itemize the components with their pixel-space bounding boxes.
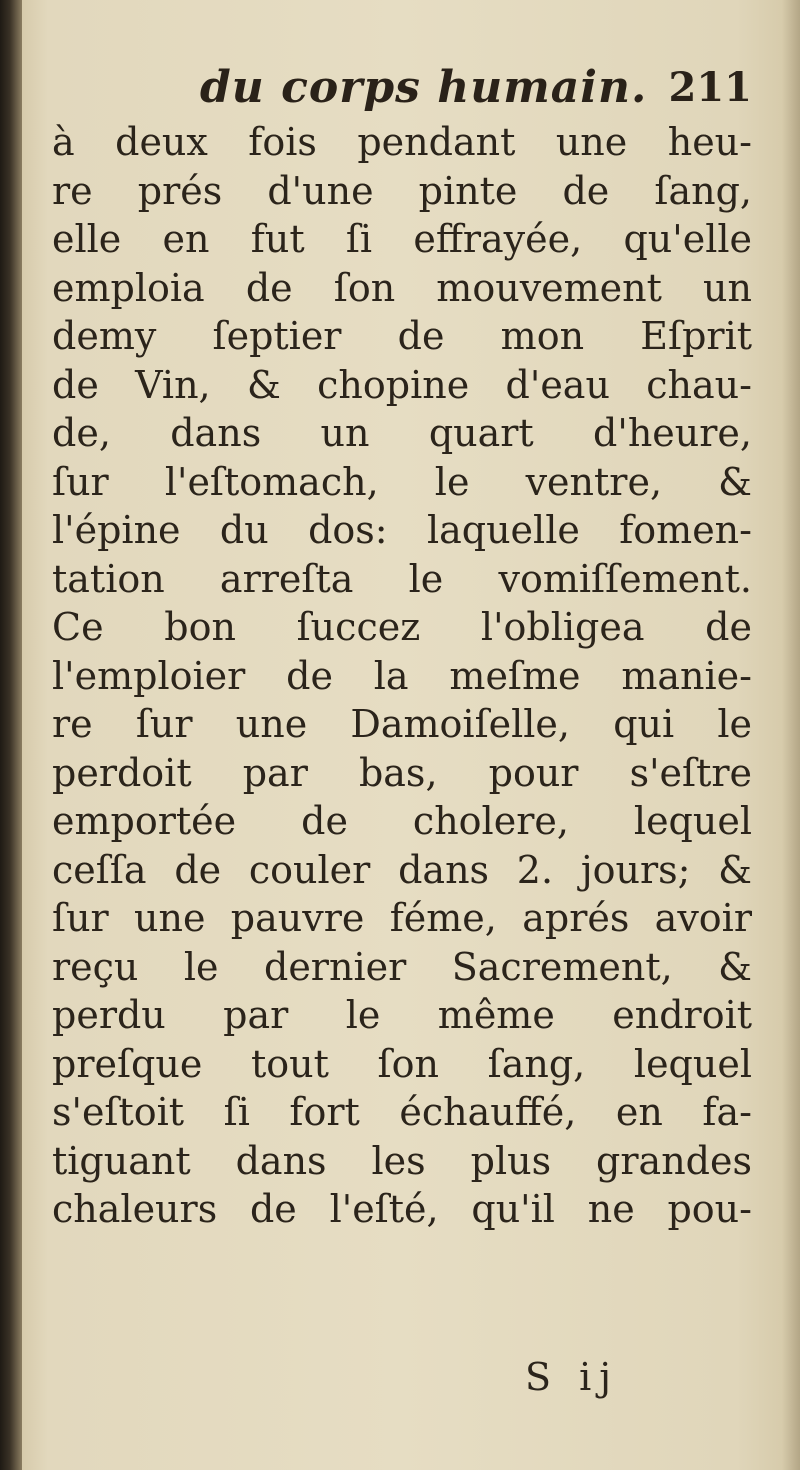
text-line: ceſſa de couler dans 2. jours; & (52, 847, 752, 892)
text-line: Ce bon ſuccez l'obligea de (52, 605, 752, 649)
text-line: reçu le dernier Sacrement, & (52, 944, 752, 989)
text-line: perdu par le même endroit (52, 993, 752, 1037)
text-line: ſur une pauvre féme, aprés avoir (52, 896, 752, 940)
text-line: perdoit par bas, pour s'eſtre (52, 750, 752, 795)
body-text (52, 118, 752, 1234)
text-line: re prés d'une pinte de ſang, (52, 168, 752, 213)
text-line: preſque tout ſon ſang, lequel (52, 1041, 752, 1086)
text-line: re ſur une Damoiſelle, qui le (52, 702, 752, 746)
text-line: de Vin, & chopine d'eau chau- (52, 362, 752, 407)
page-edge-shadow (782, 0, 800, 1470)
page-number: 211 (668, 64, 752, 111)
text-line: à deux fois pendant une heu- (52, 120, 752, 164)
text-line: emportée de cholere, lequel (52, 799, 752, 843)
text-line: ſur l'eſtomach, le ventre, & (52, 459, 752, 504)
running-title: du corps humain. (200, 62, 648, 113)
text-line: demy ſeptier de mon Eſprit (52, 314, 752, 358)
text-line: chaleurs de l'eſté, qu'il ne pou- (52, 1187, 752, 1231)
running-head (60, 62, 760, 122)
signature-mark: S ij (525, 1355, 620, 1399)
binding-edge (0, 0, 22, 1470)
text-line: emploia de ſon mouvement un (52, 265, 752, 310)
text-line: l'emploier de la meſme manie- (52, 653, 752, 698)
text-line: l'épine du dos: laquelle fomen- (52, 508, 752, 552)
text-line: tiguant dans les plus grandes (52, 1138, 752, 1183)
text-line: de, dans un quart d'heure, (52, 411, 752, 455)
text-line: elle en fut ſi effrayée, qu'elle (52, 217, 752, 261)
text-line: tation arreſta le vomiſſement. (52, 556, 752, 601)
text-line: s'eſtoit ſi fort échauffé, en fa- (52, 1090, 752, 1134)
